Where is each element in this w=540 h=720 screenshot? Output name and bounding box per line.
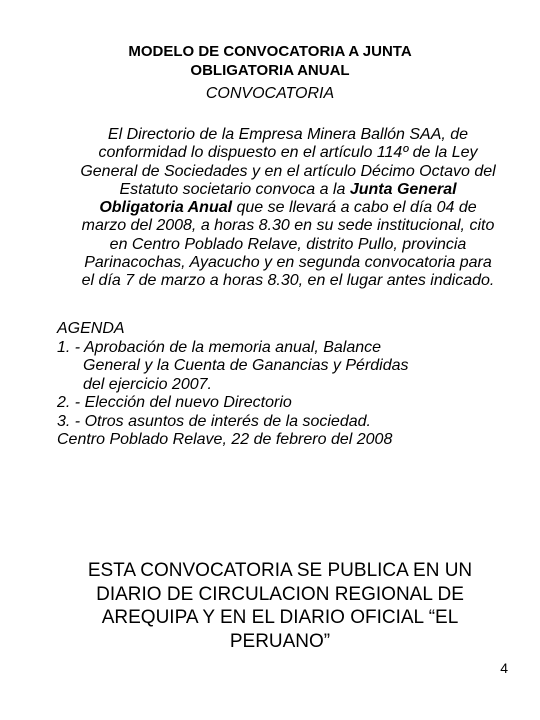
agenda-item: 2. - Elección del nuevo Directorio [57,394,292,411]
title-line-2: OBLIGATORIA ANUAL [190,62,350,79]
paragraph-text-1: El Directorio de la Empresa Minera Ballón SAA, de conformidad lo dispuesto en el artículo 114º de la Ley General de Sociedades y en el artículo Décimo Octavo del Estatuto societario convoca a la [80,126,496,198]
agenda-item-line: General y la Cuenta de Ganancias y Pérdidas [83,357,409,374]
notice-line: PERUANO” [229,630,331,652]
agenda-item: 3. - Otros asuntos de interés de la sociedad. [57,412,371,430]
agenda-item-line: del ejercicio 2007. [83,375,212,393]
agenda-section [57,320,497,450]
publication-notice [60,559,500,653]
page-number: 4 [500,660,508,676]
notice-line: ESTA CONVOCATORIA SE PUBLICA EN UN [87,560,473,581]
agenda-title: AGENDA [57,320,125,337]
document-title [60,42,480,80]
convocation-paragraph [78,126,498,291]
paragraph-bold-text: Junta General Obligatoria Anual [99,180,457,217]
agenda-item-line: 1. - Aprobación de la memoria anual, Balance [57,338,382,356]
notice-line: AREQUIPA Y EN EL DIARIO OFICIAL “EL [101,607,459,628]
title-line-1: MODELO DE CONVOCATORIA A JUNTA [128,43,412,60]
notice-line: DIARIO DE CIRCULACION REGIONAL DE [96,583,464,605]
document-subtitle: CONVOCATORIA [205,85,335,102]
agenda-item [57,339,497,395]
paragraph-text-2: que se llevará a cabo el día 04 de marzo del 2008, a horas 8.30 en su sede institucional, cito en Centro Poblado Relave, distrito Pullo, provincia Parinacochas, Ayacucho y en segunda convocatoria para el día 7 de marzo a horas 8.30, en el lugar antes indicado. [81,199,495,290]
place-date: Centro Poblado Relave, 22 de febrero del 2008 [57,431,393,448]
